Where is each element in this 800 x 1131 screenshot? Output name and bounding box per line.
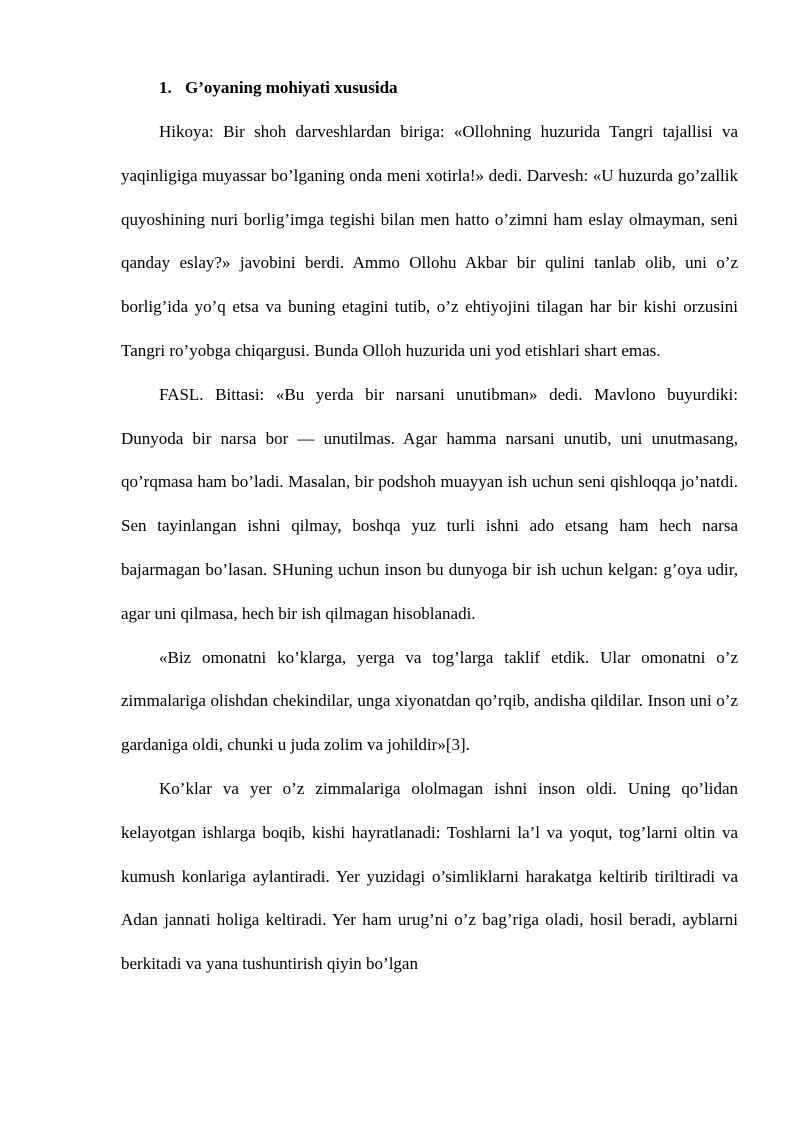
section-heading [121,72,738,104]
section-number: 1. [159,78,172,97]
paragraph-fasl: FASL. Bittasi: «Bu yerda bir narsani unutibman» dedi. Mavlono buyurdiki: Dunyoda bir narsa bor — unutilmas. Agar hamma narsani unutib, uni unutmasang, qo’rqmasa ham bo’ladi. Masalan, bir podshoh muayyan ish uchun seni qishloqqa jo’natdi. Sen tayinlangan ishni qilmay, boshqa yuz turli ishni ado etsang ham hech narsa bajarmagan bo’lasan. SHuning uchun inson bu dunyoga bir ish uchun kelgan: g’oya udir, agar uni qilmasa, hech bir ish qilmagan hisoblanadi. [121,384,738,623]
page-content [121,72,738,986]
section-title: G’oyaning mohiyati xususida [185,78,398,97]
paragraph-koklar: Ko’klar va yer o’z zimmalariga ololmagan ishni inson oldi. Uning qo’lidan kelayotgan ishlarga boqib, kishi hayratlanadi: Toshlarni la’l va yoqut, tog’larni oltin va kumush konlariga aylantiradi. Yer yuzidagi o’simliklarni harakatga keltirib tiriltiradi va Adan jannati holiga keltiradi. Yer ham urug’ni o’z bag’riga oladi, hosil beradi, ayblarni berkitadi va yana tushuntirish qiyin bo’lgan [121,778,738,974]
paragraph-quote: «Biz omonatni ko’klarga, yerga va tog’larga taklif etdik. Ular omonatni o’z zimmalariga olishdan chekindilar, unga xiyonatdan qo’rqib, andisha qildilar. Inson uni o’z gardaniga oldi, chunki u juda zolim va johildir»[3]. [121,647,738,755]
paragraph-hikoya: Hikoya: Bir shoh darveshlardan biriga: «Ollohning huzurida Tangri tajallisi va yaqinligiga muyassar bo’lganing onda meni xotirla!» dedi. Darvesh: «U huzurda go’zallik quyoshining nuri borlig’imga tegishi bilan men hatto o’zimni ham eslay olmayman, seni qanday eslay?» javobini berdi. Ammo Ollohu Akbar bir qulini tanlab olib, uni o’z borlig’ida yo’q etsa va buning etagini tutib, o’z ehtiyojini tilagan har bir kishi orzusini Tangri ro’yobga chiqargusi. Bunda Olloh huzurida uni yod etishlari shart emas. [121,122,738,360]
